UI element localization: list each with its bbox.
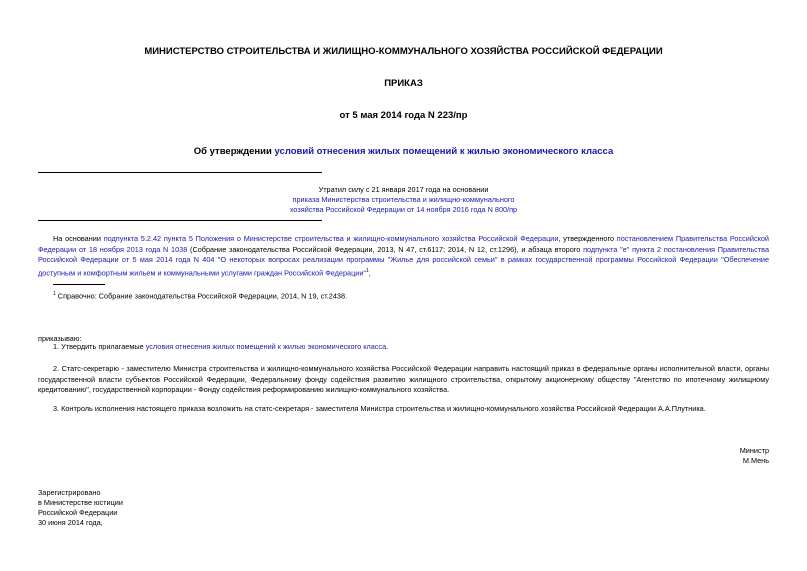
preamble-text-1: На основании (53, 234, 104, 243)
preamble-text-3: (Собрание законодательства Российской Федерации, 2013, N 47, ст.6117; 2014, N 12, ст.1296), и абзаца второго (187, 244, 584, 254)
registration-line-1: Зарегистрировано (38, 488, 101, 497)
registration-line-2: в Министерстве юстиции (38, 498, 123, 507)
preamble-link-resolution-404[interactable]: подпункта "е" пункта 2 постановления Правительства Российской Федерации от 5 мая 2014 года N 404 "О некоторых вопросах реализации программы "Жилье для российской семьи" в рамках государственной программы Российской Федерации "Обеспечение доступным и комфортным жильем и коммунальными услугами граждан Российской Федерации" (38, 244, 770, 277)
doc-date-heading: от 5 мая 2014 года N 223/пр (339, 110, 468, 121)
registration-block (38, 488, 123, 528)
status-link-line-1[interactable]: приказа Министерства строительства и жилищно-коммунального (292, 195, 515, 204)
order-intro: приказываю: (38, 334, 82, 343)
signature-block (740, 446, 769, 466)
order-item-2: 2. Статс-секретарю - заместителю Министра строительства и жилищно-коммунального хозяйства Российской Федерации направить настоящий приказ в федеральные органы исполнительной власти, органы государственной власти субъектов Российской Федерации, Федеральному фонду содействия развитию жилищного строительства, открытому акционерному обществу "Агентство по ипотечному жилищному кредитованию", государственной корпорации - Фонду содействия реформированию жилищно-коммунального хозяйства. (38, 364, 769, 394)
status-link-line-2[interactable]: хозяйства Российской Федерации от 14 ноября 2016 года N 800/пр (289, 205, 518, 214)
doc-title (0, 146, 807, 157)
status-line: Утратил силу с 21 января 2017 года на основании (318, 185, 489, 194)
signature-name: М.Мень (742, 456, 769, 465)
order-item-1 (38, 342, 769, 353)
registration-line-4: 30 июня 2014 года, (38, 518, 103, 527)
order-item-1-text: 1. Утвердить прилагаемые (53, 342, 146, 351)
preamble-paragraph (38, 234, 769, 278)
preamble-text-2: , утвержденного (558, 234, 617, 243)
order-item-1-link[interactable]: условия отнесения жилых помещений к жилью экономического класса (145, 342, 387, 351)
footnote-mark: 1 (53, 291, 56, 297)
status-bottom-rule (38, 220, 322, 221)
signature-position: Министр (739, 446, 769, 455)
doc-title-prefix: Об утверждении (193, 146, 275, 157)
registration-line-3: Российской Федерации (38, 508, 118, 517)
doc-type-heading: ПРИКАЗ (384, 78, 423, 89)
preamble-link-regulation[interactable]: подпункта 5.2.42 пункта 5 Положения о Министерстве строительства и жилищно-коммунального хозяйства Российской Федерации (103, 234, 559, 243)
status-top-rule (38, 172, 322, 173)
doc-title-link[interactable]: условий отнесения жилых помещений к жилью экономического класса (274, 146, 614, 157)
status-block (220, 185, 587, 215)
ministry-heading: МИНИСТЕРСТВО СТРОИТЕЛЬСТВА И ЖИЛИЩНО-КОММУНАЛЬНОГО ХОЗЯЙСТВА РОССИЙСКОЙ ФЕДЕРАЦИИ (144, 46, 663, 57)
footnote-rule (53, 284, 105, 285)
footnote-text: Справочно: Собрание законодательства Российской Федерации, 2014, N 19, ст.2438. (55, 291, 348, 301)
order-item-1-end: . (386, 342, 389, 351)
preamble-link-resolution-1038[interactable]: постановлением Правительства Российской Федерации от 18 ноября 2013 года N 1038 (38, 234, 770, 254)
preamble-text-4: , (368, 267, 371, 277)
footnote (53, 289, 347, 301)
preamble-footnote-ref[interactable]: 1 (366, 267, 369, 274)
order-item-3: 3. Контроль исполнения настоящего приказа возложить на статс-секретаря - заместителя Министра строительства и жилищно-коммунального хозяйства Российской Федерации А.А.Плутника. (53, 404, 706, 413)
